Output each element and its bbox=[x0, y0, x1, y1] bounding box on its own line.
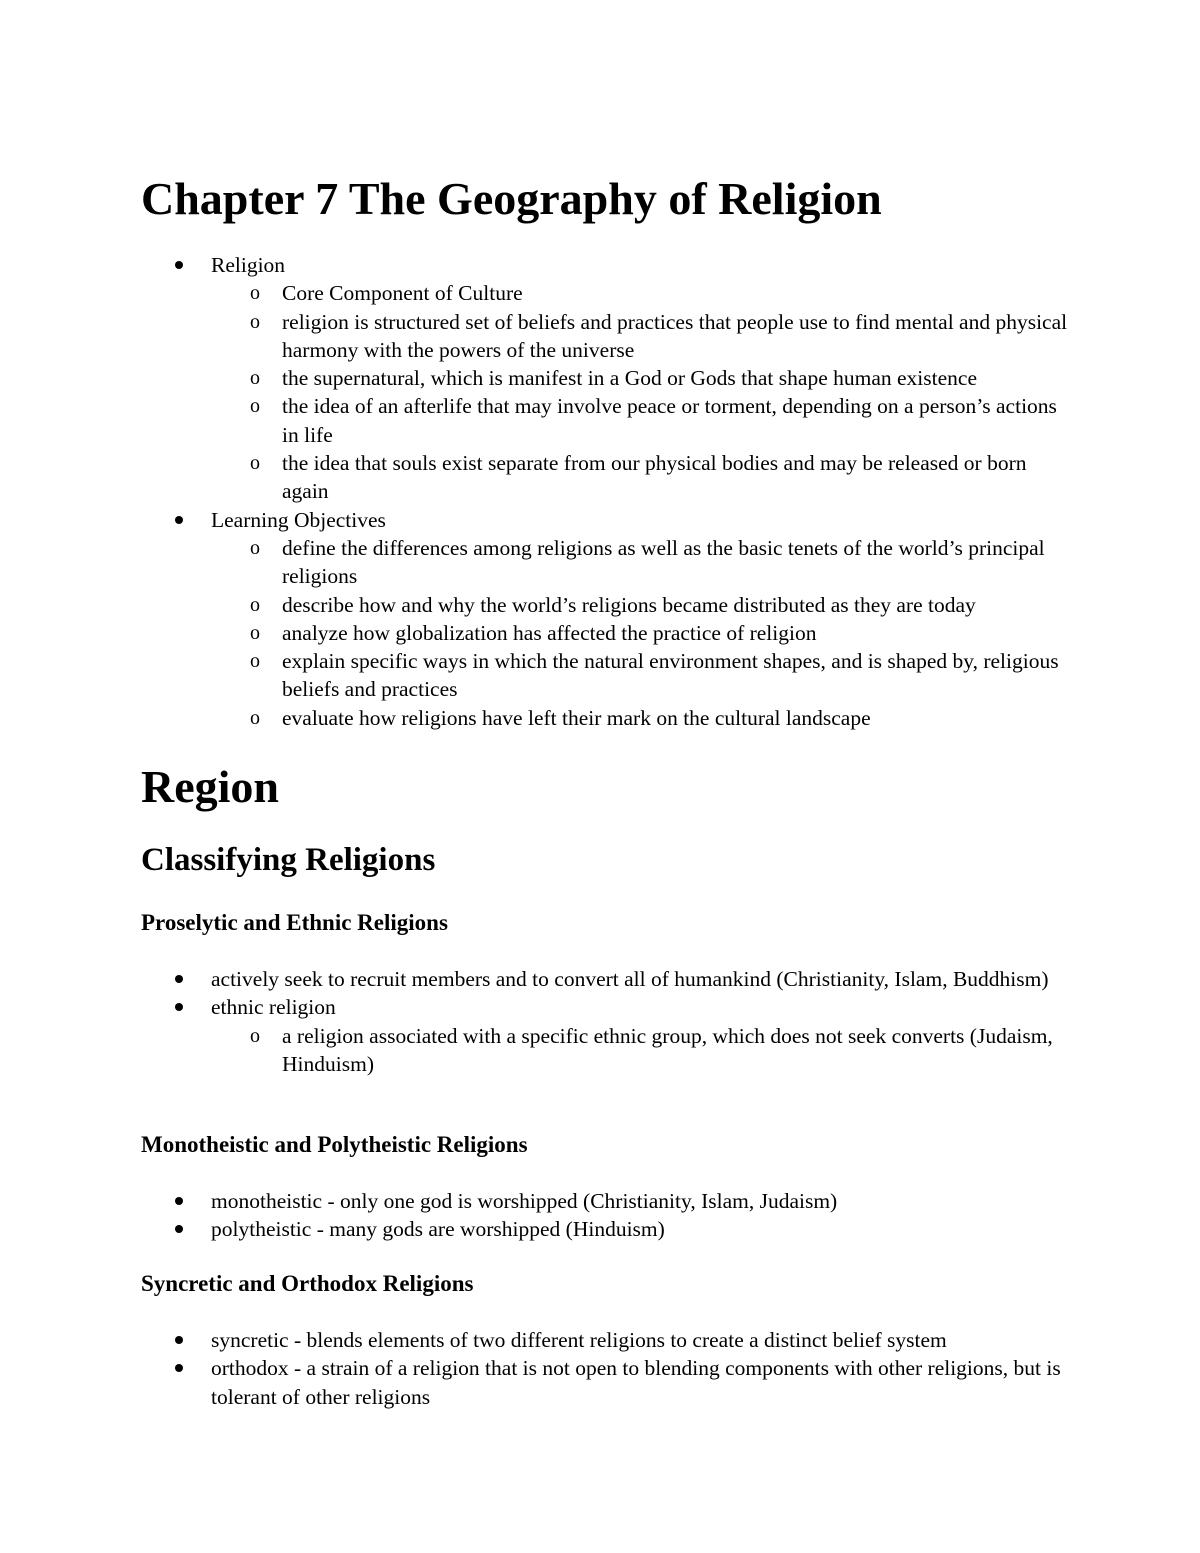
syncretic-list bbox=[0, 1326, 1200, 1411]
list-item-text: ethnic religion bbox=[211, 995, 336, 1020]
sub-list-item bbox=[0, 364, 1072, 392]
list-item-text: describe how and why the world’s religions became distributed as they are today bbox=[282, 592, 976, 617]
circle-bullet-icon: o bbox=[250, 706, 260, 729]
circle-bullet-icon: o bbox=[250, 452, 260, 475]
circle-bullet-icon: o bbox=[250, 593, 260, 616]
list-item-text: the idea of an afterlife that may involve peace or torment, depending on a person’s actions in life bbox=[282, 394, 1057, 447]
classifying-heading: Classifying Religions bbox=[141, 842, 436, 878]
sub-list-item bbox=[0, 449, 1072, 506]
list-item bbox=[0, 506, 1061, 534]
list-item-text: evaluate how religions have left their mark on the cultural landscape bbox=[282, 705, 871, 730]
circle-bullet-icon: o bbox=[250, 536, 260, 559]
list-item-text: analyze how globalization has affected the practice of religion bbox=[282, 620, 817, 645]
proselytic-heading: Proselytic and Ethnic Religions bbox=[141, 910, 448, 935]
sub-list-item bbox=[0, 534, 1072, 591]
mono-list bbox=[0, 1187, 1200, 1244]
list-item bbox=[0, 1215, 1061, 1243]
circle-bullet-icon: o bbox=[250, 310, 260, 333]
sub-list-item bbox=[0, 1022, 1072, 1079]
circle-bullet-icon: o bbox=[250, 282, 260, 305]
sub-list-item bbox=[0, 392, 1072, 449]
intro-list bbox=[0, 251, 1200, 732]
list-item-text: a religion associated with a specific ethnic group, which does not seek converts (Judaism, Hinduism) bbox=[282, 1023, 1053, 1076]
sub-list-item bbox=[0, 591, 1072, 619]
sub-list-item bbox=[0, 647, 1072, 704]
list-item-text: Core Component of Culture bbox=[282, 281, 523, 306]
disc-bullet-icon bbox=[175, 1225, 183, 1233]
list-item bbox=[0, 993, 1061, 1021]
list-item-text: the idea that souls exist separate from our physical bodies and may be released or born again bbox=[282, 451, 1027, 504]
circle-bullet-icon: o bbox=[250, 395, 260, 418]
list-item-text: monotheistic - only one god is worshipped (Christianity, Islam, Judaism) bbox=[211, 1189, 838, 1213]
list-item-text: religion is structured set of beliefs and practices that people use to find mental and physical harmony with the powers of the universe bbox=[282, 309, 1068, 362]
list-item bbox=[0, 1187, 1061, 1215]
circle-bullet-icon: o bbox=[250, 621, 260, 644]
disc-bullet-icon bbox=[175, 1364, 183, 1372]
disc-bullet-icon bbox=[175, 975, 183, 983]
circle-bullet-icon: o bbox=[250, 367, 260, 390]
sub-list-item bbox=[0, 279, 1072, 307]
disc-bullet-icon bbox=[175, 261, 183, 269]
list-item-text: Learning Objectives bbox=[211, 507, 386, 532]
sub-list-item bbox=[0, 619, 1072, 647]
list-item bbox=[0, 965, 1061, 993]
proselytic-list bbox=[0, 965, 1200, 1078]
disc-bullet-icon bbox=[175, 1197, 183, 1205]
list-item-text: define the differences among religions as well as the basic tenets of the world’s principal religions bbox=[282, 535, 1045, 589]
list-item-text: orthodox - a strain of a religion that is not open to blending components with other religions, but is tolerant of other religions bbox=[211, 1356, 1061, 1409]
list-item bbox=[0, 1354, 1061, 1411]
list-item-text: explain specific ways in which the natural environment shapes, and is shaped by, religious beliefs and practices bbox=[282, 649, 1059, 702]
sub-list-item bbox=[0, 704, 1072, 732]
disc-bullet-icon bbox=[175, 516, 183, 524]
list-item bbox=[0, 1326, 1061, 1354]
sub-list-item bbox=[0, 308, 1072, 365]
disc-bullet-icon bbox=[175, 1336, 183, 1344]
list-item bbox=[0, 251, 1061, 279]
list-item-text: actively seek to recruit members and to convert all of humankind (Christianity, Islam, Buddhism) bbox=[211, 967, 1049, 991]
region-heading: Region bbox=[141, 761, 279, 812]
mono-heading: Monotheistic and Polytheistic Religions bbox=[141, 1132, 528, 1157]
syncretic-heading: Syncretic and Orthodox Religions bbox=[141, 1271, 474, 1296]
page-title: Chapter 7 The Geography of Religion bbox=[141, 173, 882, 224]
list-item-text: syncretic - blends elements of two different religions to create a distinct belief system bbox=[211, 1328, 947, 1352]
circle-bullet-icon: o bbox=[250, 650, 260, 673]
list-item-text: polytheistic - many gods are worshipped (Hinduism) bbox=[211, 1217, 665, 1242]
circle-bullet-icon: o bbox=[250, 1024, 260, 1047]
disc-bullet-icon bbox=[175, 1003, 183, 1011]
list-item-text: the supernatural, which is manifest in a God or Gods that shape human existence bbox=[282, 366, 977, 391]
list-item-text: Religion bbox=[211, 253, 286, 277]
